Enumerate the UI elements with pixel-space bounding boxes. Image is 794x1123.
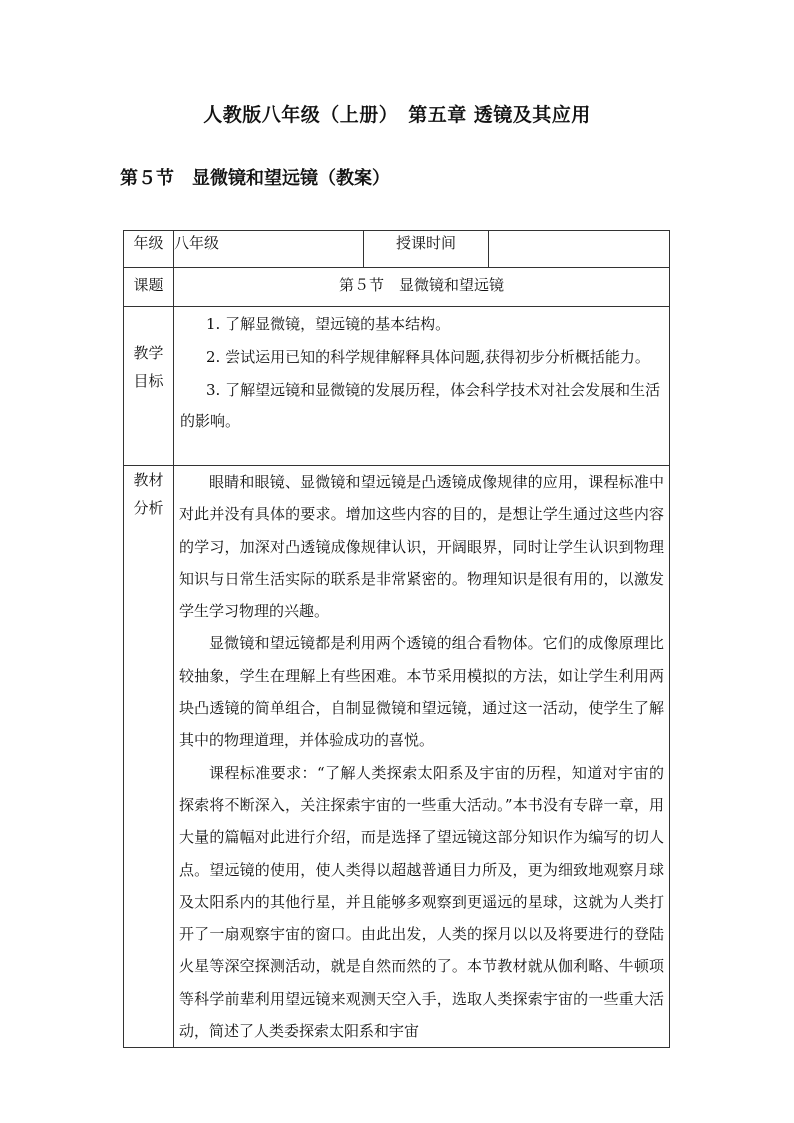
goals-content: [174, 307, 670, 466]
table-row-goals: [124, 307, 670, 466]
grade-value: 八年级: [174, 231, 364, 268]
goals-label: [124, 307, 174, 466]
document-title: 人教版八年级（上册） 第五章 透镜及其应用: [203, 104, 591, 126]
goal-item: 1. 了解显微镜，望远镜的基本结构。: [206, 315, 451, 333]
analysis-label-line2: 分析: [133, 499, 164, 517]
table-row-topic: [124, 268, 670, 307]
table-row-analysis: [124, 466, 670, 1048]
grade-label: 年级: [124, 231, 174, 268]
goal-item: 3. 了解望远镜和显微镜的发展历程，体会科学技术对社会发展和生活的影响。: [180, 381, 661, 430]
lesson-plan-table: [123, 230, 670, 1048]
goal-item: 2. 尝试运用已知的科学规律解释具体问题,获得初步分析概括能力。: [206, 348, 650, 366]
analysis-label-line1: 教材: [133, 471, 164, 489]
analysis-paragraph: 课程标准要求：“了解人类探索太阳系及宇宙的历程，知道对宇宙的探索将不断深入，关注探索宇宙的一些重大活动。”本书没有专辟一章，用大量的篇幅对此进行介绍，而是选择了望远镜这部分知识作为编写的切人点。望远镜的使用，使人类得以超越普通目力所及，更为细致地观察月球及太阳系内的其他行星，并且能够多观察到更遥远的星球，这就为人类打开了一扇观察宇宙的窗口。由此出发，人类的探月以以及将要进行的登陆火星等深空探测活动，就是自然而然的了。本节教材就从伽利略、牛顿项等科学前辈利用望远镜来观测天空入手，选取人类探索宇宙的一些重大活动，简述了人类委探索太阳系和宇宙: [179, 763, 664, 1041]
goals-label-line1: 教学: [133, 344, 164, 362]
topic-label: 课题: [124, 268, 174, 307]
section-title: 第５节 显微镜和望远镜（教案）: [120, 168, 390, 189]
class-time-value: [489, 231, 670, 268]
analysis-content: [174, 466, 670, 1048]
analysis-label: [124, 466, 174, 1048]
analysis-paragraph: 显微镜和望远镜都是利用两个透镜的组合看物体。它们的成像原理比较抽象，学生在理解上有些困难。本节采用模拟的方法，如让学生利用两块凸透镜的简单组合，自制显微镜和望远镜，通过这一活动，使学生了解其中的物理道理，并体验成功的喜悦。: [179, 634, 664, 750]
goals-label-line2: 目标: [133, 372, 164, 390]
topic-value: 第５节 显微镜和望远镜: [174, 268, 670, 307]
table-row-grade: [124, 231, 670, 268]
analysis-paragraph: 眼睛和眼镜、显微镜和望远镜是凸透镜成像规律的应用，课程标准中对此并没有具体的要求。增加这些内容的目的，是想让学生通过这些内容的学习，加深对凸透镜成像规律认识，开阔眼界，同时让学生认识到物理知识与日常生活实际的联系是非常紧密的。物理知识是很有用的，以激发学生学习物理的兴趣。: [179, 473, 664, 621]
class-time-label: 授课时间: [364, 231, 489, 268]
